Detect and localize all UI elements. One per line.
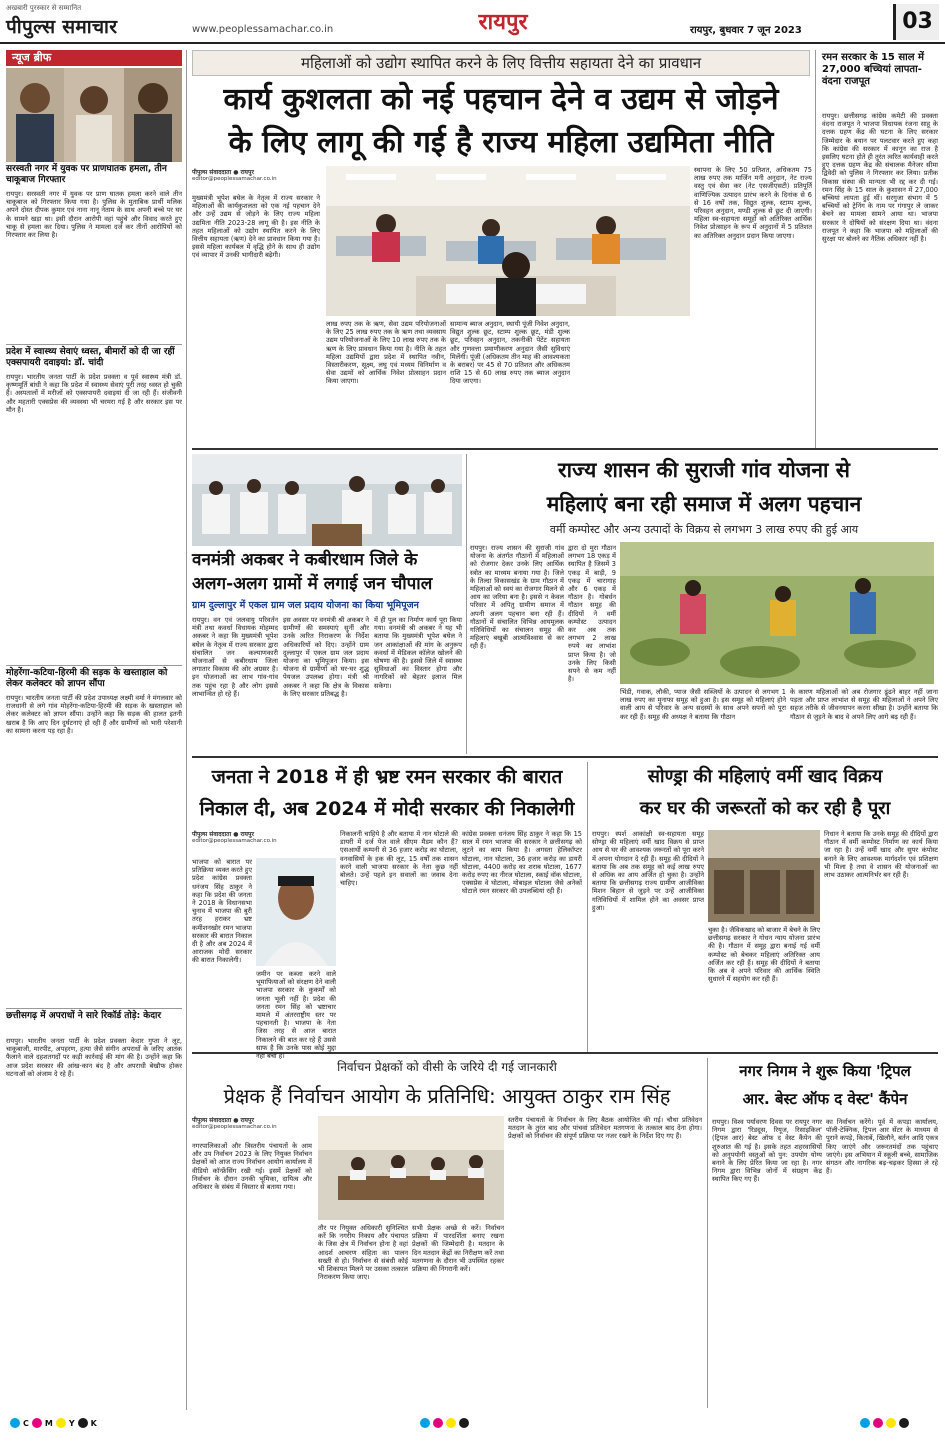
politics-byline	[192, 830, 318, 854]
website-url[interactable]: www.peoplessamachar.co.in	[192, 24, 334, 35]
brief-2-headline: प्रदेश में स्वास्थ्य सेवाएं ध्वस्त, बीमारों को दी जा रहीं एक्सपायरी दवाइयां: डॉ. चांदी	[6, 347, 175, 368]
column-divider	[587, 762, 588, 1052]
sondra-headline-line2: कर घर की जरूरतों को कर रही है पूरा	[639, 798, 891, 819]
election-vc-photo	[318, 1116, 504, 1220]
cmyk-marks-center	[420, 1418, 469, 1428]
election-text-1: नगरपालिकाओं और त्रिस्तरीय पंचायतों के आम और उप निर्वाचन 2023 के लिए नियुक्त निर्वाचन प्रेक्षकों को आज राज्य निर्वाचन आयोग कार्यालय में वीडियो कॉन्फ्रेंसिंग रखी गई। इसमें प्रेक्षकों को निर्वाचन के दौरान उनकी भूमिका, दायित्व और अधिकार के संबंध में विस्तार से बताया गया।	[192, 1142, 312, 1192]
cmyk-dot-k	[78, 1418, 88, 1428]
lead-text-3b	[574, 320, 690, 440]
field-workers-illustration	[620, 542, 934, 684]
cmyk-dot-y	[886, 1418, 896, 1428]
suraji-headline-line1: राज्य शासन की सुराजी गांव योजना से	[558, 458, 850, 482]
akbar-text-2: इस अवसर पर वनमंत्री श्री अकबर ने ग्रामीणों की समस्याएं सुनीं और उनके त्वरित निराकरण के निर्देश अधिकारियों को दिए। उन्होंने ग्राम दुल्लापुर में एकल ग्राम जल प्रदाय योजना का भूमिपूजन किया। इस योजना से ग्रामीणों को घर-घर शुद्ध पेयजल उपलब्ध होगा। मंत्री श्री अकबर ने कहा कि क्षेत्र के विकास के लिए सरकार प्रतिबद्ध है।	[283, 616, 369, 698]
suraji-headline-line2: महिलाएं बना रही समाज में अलग पहचान	[546, 492, 862, 516]
lead-photo-workshop	[326, 166, 690, 316]
cmyk-dot-k	[899, 1418, 909, 1428]
dateline: रायपुर, बुधवार 7 जून 2023	[690, 25, 802, 36]
lead-email[interactable]: editor@peoplessamachar.co.in	[192, 176, 277, 182]
cmyk-label-k: K	[90, 1418, 97, 1428]
politics-email[interactable]: editor@peoplessamachar.co.in	[192, 838, 277, 844]
akbar-headline-line2: अलग-अलग ग्रामों में लगाई जन चौपाल	[192, 574, 433, 594]
logo-tagline: अखबारी पुरस्कार से सम्मानित	[6, 4, 82, 12]
lead-byline-text: पीपुल्स संवाददाता ● रायपुर	[192, 169, 254, 176]
politics-headline-line1: जनता ने 2018 में ही भ्रष्ट रमन सरकार की बारात	[211, 766, 563, 788]
sondra-text-1: रायपुर। स्पर्श आकांक्षी स्व-सहायता समूह सोण्ड्रा की महिलाएं वर्मी खाद विक्रय से प्राप्त आय से घर की आवश्यक जरूरतों को पूरा करने में अपना योगदान दे रही हैं। समूह की दीदियों ने बताया कि अब तक समूह को कई लाख रुपए से अधिक का आय अर्जित हो चुका है। उन्होंने बताया कि छत्तीसगढ़ राज्य ग्रामीण आजीविका मिशन बिहान से जुड़ने पर उन्हें आजीविका गतिविधियों में शामिल होने का अवसर प्राप्त हुआ।	[592, 830, 704, 912]
newspaper-logo	[6, 4, 178, 38]
brief-divider	[6, 344, 182, 345]
cmyk-dot-m	[433, 1418, 443, 1428]
cmyk-marks-left	[10, 1418, 97, 1428]
brief-2-text: रायपुर। भारतीय जनता पार्टी के प्रदेश प्रवक्ता व पूर्व स्वास्थ्य मंत्री डॉ. कृष्णमूर्ति बांधी ने कहा कि प्रदेश में स्वास्थ्य सेवाएं पूरी तरह ध्वस्त हो चुकी हैं। अस्पतालों में मरीजों को एक्सपायरी दवाइयां दी जा रही हैं। संजीवनी और महतारी एक्सप्रेस की व्यवस्था भी चरमरा गई है और सरकार इस पर मौन है।	[6, 373, 182, 414]
suraji-photo-field	[620, 542, 934, 684]
compost-illustration	[708, 830, 820, 922]
akbar-photo	[192, 454, 462, 546]
election-kicker: निर्वाचन प्रेक्षकों को वीसी के जरिये दी गई जानकारी	[337, 1060, 557, 1074]
brief-divider	[6, 665, 182, 666]
suraji-subheadline: वर्मी कम्पोस्ट और अन्य उत्पादों के विक्रय से लगभग 3 लाख रुपए की हुई आय	[549, 523, 859, 536]
lead-headline-line1: कार्य कुशलता को नई पहचान देने व उद्यम से जोड़ने	[223, 82, 779, 117]
election-text-3: सभी प्रेक्षक अच्छे से करें। निर्वाचन प्रक्रिया में पारदर्शिता बनाए रखना प्रेक्षकों की जिम्मेदारी है। मतदान के दिन मतदान केंद्रों का निरीक्षण करें तथा मतगणना के दौरान भी उपस्थित रहकर प्रक्रिया की निगरानी करें।	[412, 1224, 504, 1274]
side-story-headline: रमन सरकार के 15 साल में 27,000 बच्चियां लापता-वंदना राजपूत	[822, 52, 924, 87]
nagar-nigam-headline-line2: आर. बेस्ट ऑफ द वेस्ट' कैंपेन	[742, 1090, 908, 1108]
election-headline: प्रेक्षक हैं निर्वाचन आयोग के प्रतिनिधि: आयुक्त ठाकुर राम सिंह	[223, 1084, 671, 1108]
column-divider	[707, 1058, 708, 1408]
brief-1-headline: सरस्वती नगर में युवक पर प्राणघातक हमला, तीन चाकूबाज गिरफ्तार	[6, 164, 167, 185]
brief-1-text: रायपुर। सरस्वती नगर में युवक पर प्राण घातक हमला करने वाले तीन चाकूबाज को गिरफ्तार किया गया है। पुलिस के मुताबिक प्रार्थी मलिक अपने दोस्त दीपक कुमार एवं नाना नानू नेताम के साथ अपनी बच्चे पर घर के सामने खड़ा था। इसी दौरान आरोपी वहां पहुंचे और विवाद करते हुए चाकू से हमला कर दिया। पुलिस ने मामला दर्ज कर तीनों आरोपियों को गिरफ्तार कर लिया है।	[6, 190, 182, 240]
section-divider	[192, 1052, 938, 1054]
politics-text-3: निकालनी चाहिये है और बताया में नान घोटाले की डायरी में दर्ज पेज वाले सीएम मैडम कौन हैं? एसआर्थी कम्पनी से 36 हजार करोड़ का घोटाला, वनवासियों के हक की लूट, 15 वर्षों तक शासन करने वाली भाजपा सरकार के नेता कुछ नहीं बोलते। उन्हें पहले इन सवालों का जवाब देना चाहिए।	[340, 830, 458, 888]
section-divider	[192, 756, 938, 758]
election-email[interactable]: editor@peoplessamachar.co.in	[192, 1124, 277, 1130]
brief-photo-accused	[6, 68, 182, 162]
politics-byline-text: पीपुल्स संवाददाता ● रायपुर	[192, 831, 254, 838]
lead-text-3: सामान्य ब्याज अनुदान, स्थायी पूंजी निवेश अनुदान, विद्युत शुल्क छूट, स्टाम्प शुल्क छूट, मंडी शुल्क छूट, परिवहन अनुदान, तकनीकी पेटेंट सहायता और गुणवत्ता प्रमाणीकरण अनुदान जैसी सुविधाएं मिलेंगी। पूंजी (अधिकतम तीन माह की आवश्यकता के बराबर) पर 45 से 70 प्रतिशत और अधिकतम राशि 15 से 60 लाख रुपए तक ब्याज अनुदान दिया जाएगा।	[450, 320, 570, 386]
cmyk-dot-m	[32, 1418, 42, 1428]
cmyk-dot-c	[10, 1418, 20, 1428]
page-number: 03	[893, 4, 939, 40]
cmyk-label-c: C	[23, 1418, 29, 1428]
sewing-workshop-illustration	[326, 166, 690, 316]
nagar-nigam-text-1: रायपुर। विश्व पर्यावरण दिवस पर रायपुर नगर निगम द्वारा 'रिड्यूस, रियूज, रिसाइकिल' (ट्रिपल आर) बेस्ट ऑफ द वेस्ट कैंपेन की शुरुआत की गई है। इसके तहत शहरवासियों को अनुपयोगी वस्तुओं को पुन: उपयोग योग्य बनाने के लिए प्रेरित किया जा रहा है। नगर निगम द्वारा विभिन्न जोनों में संग्रहण केंद्र स्थापित किए गए हैं।	[712, 1118, 822, 1184]
suraji-text-4: के कारण महिलाओं को अब रोजगार ढूंढने बाहर नहीं जाना पड़ता और प्राप्त लाभांश से समूह की महिलाओं ने अपने लिए सहज तरीके से जीवनयापन करना सीखा है। उन्होंने बताया कि गौठान से जुड़ने के बाद वे अपने लिए आगे बढ़ रही हैं।	[790, 688, 938, 721]
sondra-text-2: चुका है। जैविकखाद को बाजार में बेचने के लिए छत्तीसगढ़ सरकार ने गोधन न्याय योजना प्रारंभ की है। गौठान में समूह द्वारा बनाई गई वर्मी कम्पोस्ट को बेचकर महिलाएं अतिरिक्त आय अर्जित कर रही हैं। समूह की दीदियों ने बताया कि अब वे अपने परिवार की आर्थिक स्थिति सुधारने में सहयोग कर रही हैं।	[708, 926, 820, 984]
chaupal-illustration	[192, 454, 462, 546]
lead-text-1: मुख्यमंत्री भूपेश बघेल के नेतृत्व में राज्य सरकार ने महिलाओं की कार्यकुशलता को एक नई पहचान देने और उन्हें उद्यम से जोड़ने के लिए राज्य महिला उद्यमिता नीति 2023-28 लागू की है। इस नीति के तहत महिलाओं को उद्योग स्थापित करने के लिए वित्तीय सहायता (ऋण) देने का प्रावधान किया गया है। इससे महिला कार्यबल में वृद्धि होने के साथ ही उद्योग एवं व्यापार में उनकी भागीदारी बढ़ेगी।	[192, 194, 320, 260]
sondra-headline-line1: सोण्ड्रा की महिलाएं वर्मी खाद विक्रय	[647, 766, 883, 787]
column-divider	[466, 454, 467, 754]
sondra-text-3: निधान ने बताया कि उनके समूह की दीदियों द्वारा गौठान में वर्मी कम्पोस्ट निर्माण का कार्य किया जा रहा है। उन्हें वर्मी खाद और सुपर कंपोस्ट बनाने के लिए आवश्यक मार्गदर्शन एवं प्रशिक्षण भी मिला है तथा वे शासन की योजनाओं का लाभ उठाकर आत्मनिर्भर बन रही हैं।	[824, 830, 938, 880]
city-title: रायपुर	[478, 10, 528, 35]
lead-text-2: लाख रुपए तक के ऋण, सेवा उद्यम परियोजनाओं के लिए 25 लाख रुपए तक के ऋण तथा व्यवसाय उद्यम परियोजनाओं के लिए 10 लाख रुपए तक के ऋण के लिए प्रावधान किया गया है। नीति के तहत महिला उद्यमियों द्वारा प्रदेश में स्थापित नवीन, विस्तारीकरण, सूक्ष्म, लघु एवं मध्यम विनिर्माण व सेवा उद्यमों को आर्थिक निवेश प्रोत्साहन प्रदान किया जाएगा।	[326, 320, 446, 386]
brief-4-headline: छत्तीसगढ़ में अपराधों ने सारे रिकॉर्ड तोड़े: केदार	[6, 1011, 161, 1021]
cmyk-label-y: Y	[68, 1418, 75, 1428]
lead-kicker: महिलाओं को उद्योग स्थापित करने के लिए वित्तीय सहायता देने का प्रावधान	[192, 50, 810, 76]
cmyk-dot-y	[56, 1418, 66, 1428]
suraji-text-1: रायपुर। राज्य शासन की सुराजी गांव योजना के अंतर्गत गौठानों में महिलाओं को रोजगार देकर उनके लिए आर्थिक स्त्रोत का माध्यम बनाया गया है। जिले के तिल्दा विकासखंड के ग्राम गौठान में महिलाओं को स्वयं का रोजगार मिलने से आय का जरिया बना है। इससे न केवल परिवार में अपितु ग्रामीण समाज में अपनी अलग पहचान बना रही हैं। गौठानों में संचालित विभिन्न आयमूलक गतिविधियों का संचालन समूह की महिलाएं बखूबी आत्मविश्वास से कर रही हैं।	[470, 544, 564, 651]
cmyk-dot-k	[459, 1418, 469, 1428]
cmyk-dot-c	[860, 1418, 870, 1428]
dhananjay-photo	[256, 858, 336, 966]
accused-photo-svg	[6, 68, 182, 162]
akbar-text-3: में ही पुल का निर्माण कार्य पूरा किया गया। वनमंत्री श्री अकबर ने यह भी बताया कि मुख्यमंत्री भूपेश बघेल ने जन आकांक्षाओं की मांग के अनुरूप कवर्धा में मेडिकल कॉलेज खोलने की घोषणा की है। इससे जिले में स्वास्थ्य सुविधाओं का विस्तार होगा और नागरिकों को बेहतर इलाज मिल सकेगा।	[374, 616, 462, 690]
section-divider	[192, 448, 938, 450]
side-story-text: रायपुर। छत्तीसगढ़ कांग्रेस कमेटी की प्रवक्ता वंदना राजपूत ने भाजपा विधायक रंजना साहू के दत्तक ग्रहण केंद्र की घटना के लिए सरकार जिम्मेदार के बयान पर पलटवार करते हुए कहा कि कांग्रेस की सरकार में कानून का राज है इसलिए घटना होते ही तुरंत त्वरित कार्यवाही करते हुए दत्तक ग्रहण केंद्र की संचालक मैनेजर सीमा द्विवेदी को पुलिस ने गिरफ्तार कर लिया। प्रतीक विकास संस्था की मान्यता भी रद्द कर दी गई। रमन सिंह के 15 साल के कुशासन में 27,000 बच्चियां लापता हुई थीं। सरगुजा संभाग में 5 बच्चियों को ट्रेनिंग के नाम पर गंगापुर ले जाकर बेचने का मामला सामने आया था। भाजपा सरकार ने दोषियों को संरक्षण दिया था। वंदना राजपूत ने कहा कि भाजपा को महिलाओं की सुरक्षा पर बोलने का नैतिक अधिकार नहीं है।	[822, 112, 938, 244]
cmyk-marks-right	[860, 1418, 909, 1428]
akbar-text-1: रायपुर। वन एवं जलवायु परिवर्तन मंत्री तथा कवर्धा विधायक मोहम्मद अकबर ने कहा कि मुख्यमंत्री भूपेश बघेल के नेतृत्व में राज्य सरकार द्वारा संचालित जन कल्याणकारी योजनाओं से कबीरधाम जिला लगातार विकास की ओर अग्रसर है। इन योजनाओं का लाभ गांव-गांव तक पहुंच रहा है और लोग इससे लाभान्वित हो रहे हैं।	[192, 616, 278, 698]
election-text-4: स्तरीय पंचायतों के निर्वाचन के लिए बैठक आयोजित की गई। चौथा प्रतिवेदन मतदान के तुरंत बाद और पांचवां प्रतिवेदन मतगणना के तत्काल बाद देना होगा। प्रेक्षकों को निर्वाचन की संपूर्ण प्रक्रिया पर नजर रखने के निर्देश दिए गए हैं।	[508, 1116, 702, 1141]
politics-headline-line2: निकाल दी, अब 2024 में मोदी सरकार की निकालेगी	[199, 798, 575, 820]
suraji-text-3: भिंडी, गवाक, लौकी, प्याज जैसी सब्जियों के उत्पादन से लगभग 1 लाख रुपए का मुनाफा समूह को हुआ है। इस समूह को महिलाएं होने वाली आय से परिवार के अन्य सदस्यों के साथ अपने सपनों को पूरा कर रही हैं। समूह की अध्यक्ष ने बताया कि गौठान	[620, 688, 786, 721]
news-brief-label: न्यूज ब्रीफ	[6, 50, 182, 66]
cmyk-dot-y	[446, 1418, 456, 1428]
column-divider	[815, 50, 816, 450]
election-text-2: तौर पर नियुक्त अधिकारी सुनिश्चित करें कि नगरीय निकाय और पंचायत के जिस क्षेत्र में निर्वाचन होना है वहां आदर्श आचरण संहिता का पालन सख्ती से हो। निर्वाचन से संबंधी कोई भी शिकायत मिलने पर उसका तत्काल निराकरण किया जाए।	[318, 1224, 408, 1282]
brief-divider	[6, 1008, 182, 1009]
politics-text-1: भाजपा को बारात पर प्रतिक्रिया व्यक्त करते हुए प्रदेश कांग्रेस प्रवक्ता धनंजय सिंह ठाकुर ने कहा कि प्रदेश की जनता ने 2018 के विधानसभा चुनाव में भाजपा की बुरी तरह हराकर भ्रष्ट कमीशनखोर रमन भाजपा सरकार की बारात निकाल दी है और अब 2024 में आराजक मोदी सरकार की बारात निकालेगी।	[192, 858, 252, 965]
cmyk-dot-m	[873, 1418, 883, 1428]
meeting-illustration	[318, 1116, 504, 1220]
lead-text-4: स्थापना के लिए 50 प्रतिशत, अधिकतम 75 लाख रुपए तक मार्जिन मनी अनुदान, नेट राज्य वस्तु एवं सेवा कर (नेट एसजीएसटी) प्रतिपूर्ति वाणिज्यिक उत्पादन प्रारंभ करने के दिनांक से 6 से 16 वर्षों तक, विद्युत शुल्क, स्टाम्प शुल्क, परिवहन अनुदान, मण्डी शुल्क से छूट दी जाएगी। महिला स्व-सहायता समूहों को अतिरिक्त आर्थिक निवेश प्रोत्साहन के रूप में अनुदानों में 5 प्रतिशत का अतिरिक्त अनुदान प्रदान किया जाएगा।	[694, 166, 812, 240]
cmyk-dot-c	[420, 1418, 430, 1428]
election-byline-text: पीपुल्स संवाददाता ● रायपुर	[192, 1117, 254, 1124]
nagar-nigam-headline-line1: नगर निगम ने शुरू किया 'ट्रिपल	[739, 1062, 911, 1080]
lead-byline	[192, 168, 320, 192]
lead-headline-line2: के लिए लागू की गई है राज्य महिला उद्यमिता नीति	[228, 125, 774, 160]
sondra-photo	[708, 830, 820, 922]
politics-text-4: कांग्रेस प्रवक्ता धनंजय सिंह ठाकुर ने कहा कि 15 साल में रमन भाजपा की सरकार ने छत्तीसगढ़ को लूटने का काम किया है। अगस्ता हेलिकॉप्टर घोटाला, नान घोटाला, 36 हजार करोड़ का डायरी घोटाला, 4400 करोड़ का शराब घोटाला, 1677 करोड़ रुपए का नीरज घोटाला, स्काई वॉक घोटाला, एक्सप्रेस वे घोटाला, मोबाइल घोटाला जैसे अनेकों घोटाले रमन सरकार की उपलब्धियां रही हैं।	[462, 830, 582, 896]
akbar-subheadline: ग्राम दुल्लापुर में एकल ग्राम जल प्रदाय योजना का किया भूमिपूजन	[192, 600, 419, 611]
newspaper-name: पीपुल्स समाचार	[6, 16, 118, 38]
cmyk-label-m: M	[44, 1418, 53, 1428]
politics-text-2: जमीन पर कब्जा करने वाले भूमाफियाओं को संरक्षण देने वाली भाजपा सरकार के कुकर्मों को जनता भूली नहीं है। प्रदेश की जनता रमन सिंह को भ्रष्टाचार मामले में अंतरराष्ट्रीय स्तर पर पहचानती है। भाजपा के नेता जिस तरह से आज बारात निकालने की बात कर रहे हैं उससे साफ है कि उनके पास कोई मुद्दा नहीं बचा है।	[256, 970, 336, 1061]
column-divider	[186, 50, 187, 1410]
suraji-text-2: द्वारा दो मुरा गौठान लगभग 18 एकड़ में स्थापित है जिसमें 3 एकड़ में बाड़ी, 9 एकड़ में चारागाह और 6 एकड़ में गौठान है। गोबर्धन गौठान समूह की दीदियों ने वर्मी कम्पोस्ट उत्पादन कर अब तक लगभग 2 लाख रुपये का लाभांश प्राप्त किया है। जो उनके लिए किसी सपने से कम नहीं है।	[568, 544, 616, 684]
brief-4-text: रायपुर। भारतीय जनता पार्टी के प्रदेश प्रवक्ता केदार गुप्ता ने लूट, चाकूबाजी, मारपीट, अपहरण, हत्या जैसे संगीन अपराधों के जरिए आतंक फैलाने वाले दहशतगर्दों पर कड़ी कार्रवाई की मांग की है। उन्होंने कहा कि आज प्रदेश सरकार की आंख-कान बंद है और अपराधी बेखौफ होकर घटनाओं को अंजाम दे रहे हैं।	[6, 1037, 182, 1078]
brief-3-text: रायपुर। भारतीय जनता पार्टी की प्रदेश उपाध्यक्ष लक्ष्मी वर्मा ने मंगलवार को राजधानी से लगे गांव मोहरेंगा-कटिया-हिरमी की सड़क के खस्ताहाल को लेकर कलेक्टर को ज्ञापन सौंपा। उन्होंने कहा कि सड़क की हालत इतनी खराब है कि आए दिन दुर्घटनाएं हो रही हैं और ग्रामीणों को भारी परेशानी का सामना करना पड़ रहा है।	[6, 694, 182, 735]
brief-3-headline: मोहरेंगा-कटिया-हिरमी की सड़क के खस्ताहाल को लेकर कलेक्टर को ज्ञापन सौंपा	[6, 668, 168, 689]
portrait-illustration	[256, 858, 336, 966]
akbar-headline-line1: वनमंत्री अकबर ने कबीरधाम जिले के	[192, 550, 418, 570]
nagar-nigam-text-2: का निर्वाचन करेंगे। पूर्व में कपड़ा कार्यालय, पॉली-टेक्निक, ट्रिपल आर सेंटर के माध्यम से पुराने कपड़े, किताबें, खिलौने, बर्तन आदि एकत्र किए जाएंगे और जरूरतमंदों तक पहुंचाए जाएंगे। इस अभियान में स्कूली बच्चे, सामाजिक संगठन और नागरिक बढ़-चढ़कर हिस्सा ले रहे हैं।	[826, 1118, 938, 1176]
election-byline	[192, 1116, 312, 1140]
